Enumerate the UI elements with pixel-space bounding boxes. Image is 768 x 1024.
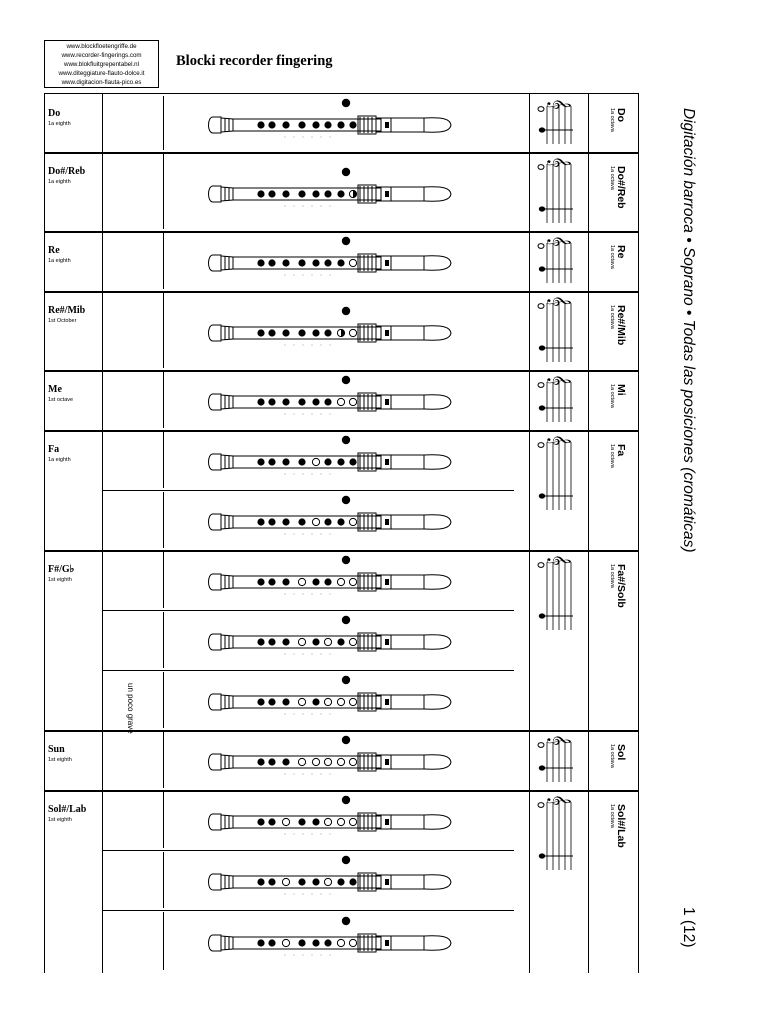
cell-divider (163, 552, 164, 608)
staff-notation (533, 156, 585, 227)
column-divider (102, 93, 103, 973)
closed-hole-icon (342, 167, 350, 175)
treble-clef-icon: 𝄞 (548, 734, 572, 746)
open-hole-icon (349, 638, 356, 645)
open-hole-icon (337, 818, 344, 825)
open-hole-icon (324, 698, 331, 705)
note-label (48, 108, 71, 127)
note-name: Re (48, 245, 60, 256)
note-name-rotated (609, 305, 627, 346)
recorder-fingering-diagram (205, 430, 455, 488)
note-name: Sun (48, 744, 65, 755)
octave-label: 1a octava (609, 305, 615, 329)
closed-hole-icon (257, 518, 264, 525)
note-name-rotated (609, 245, 627, 269)
closed-hole-icon (282, 398, 289, 405)
closed-hole-icon (342, 306, 350, 314)
closed-hole-icon (298, 939, 305, 946)
closed-hole-icon (282, 329, 289, 336)
note-label (48, 305, 85, 324)
closed-hole-icon (268, 518, 275, 525)
recorder-fingering-diagram (205, 730, 455, 788)
closed-hole-icon (349, 121, 356, 128)
note-label (48, 804, 86, 823)
staff-notation (533, 295, 585, 366)
open-hole-icon (337, 578, 344, 585)
closed-hole-icon (257, 939, 264, 946)
closed-hole-icon (298, 121, 305, 128)
octave-label: 1a octava (609, 166, 615, 190)
table-right-border (638, 93, 639, 973)
closed-hole-icon (298, 818, 305, 825)
staff-notation (533, 98, 585, 148)
closed-hole-icon (282, 190, 289, 197)
note-name: Fa#/Solb (615, 564, 627, 608)
open-hole-icon (312, 758, 319, 765)
cell-divider (163, 792, 164, 848)
closed-hole-icon (268, 878, 275, 885)
open-hole-icon (298, 638, 305, 645)
note-label (48, 444, 71, 463)
recorder-fingering-diagram (205, 162, 455, 220)
open-hole-icon (337, 698, 344, 705)
fingering-remark: un poco grave (126, 683, 135, 734)
open-hole-icon (324, 878, 331, 885)
note-name: Sol#/Lab (615, 804, 627, 848)
note-name: F#/G♭ (48, 564, 75, 575)
staff-notation (533, 434, 585, 514)
treble-clef-icon: 𝄞 (548, 434, 572, 446)
closed-hole-icon (324, 329, 331, 336)
closed-hole-icon (337, 878, 344, 885)
open-hole-icon (324, 638, 331, 645)
closed-hole-icon (324, 259, 331, 266)
note-name: Do#/Reb (615, 166, 627, 209)
closed-hole-icon (312, 121, 319, 128)
note-name: Sol#/Lab (48, 804, 87, 815)
closed-hole-icon (298, 398, 305, 405)
closed-hole-icon (282, 518, 289, 525)
closed-hole-icon (282, 758, 289, 765)
closed-hole-icon (324, 458, 331, 465)
closed-hole-icon (337, 259, 344, 266)
open-hole-icon (349, 939, 356, 946)
note-label (48, 384, 73, 403)
cell-divider (163, 154, 164, 229)
recorder-fingering-diagram (205, 370, 455, 428)
closed-hole-icon (298, 518, 305, 525)
site-link[interactable]: www.blockfloetengriffe.de (66, 43, 137, 50)
closed-hole-icon (342, 616, 350, 624)
note-name: Re#/Mib (48, 305, 86, 316)
note-row-separator (44, 152, 638, 154)
closed-hole-icon (312, 638, 319, 645)
closed-hole-icon (257, 698, 264, 705)
recorder-fingering-diagram (205, 850, 455, 908)
closed-hole-icon (268, 758, 275, 765)
closed-hole-icon (312, 818, 319, 825)
open-hole-icon (282, 818, 289, 825)
note-name: Do (48, 108, 61, 119)
note-name: Do (615, 108, 627, 122)
open-hole-icon (337, 398, 344, 405)
closed-hole-icon (298, 878, 305, 885)
table-left-border (44, 93, 45, 973)
closed-hole-icon (342, 376, 350, 384)
open-hole-icon (312, 518, 319, 525)
closed-hole-icon (337, 458, 344, 465)
closed-hole-icon (298, 190, 305, 197)
site-link[interactable]: www.recorder-fingerings.com (61, 52, 142, 59)
closed-hole-icon (312, 878, 319, 885)
closed-hole-icon (342, 556, 350, 564)
open-hole-icon (349, 698, 356, 705)
note-name: Re#/Mib (615, 305, 627, 346)
open-hole-icon (298, 758, 305, 765)
cell-divider (163, 96, 164, 150)
note-name: Sol (615, 744, 627, 761)
open-hole-icon (349, 578, 356, 585)
closed-hole-icon (257, 878, 264, 885)
site-link[interactable]: www.diteggiature-flauto-dolce.it (58, 70, 145, 77)
note-name-rotated (609, 804, 627, 848)
closed-hole-icon (324, 518, 331, 525)
octave-label: 1a octava (609, 108, 615, 132)
closed-hole-icon (298, 259, 305, 266)
closed-hole-icon (282, 698, 289, 705)
column-divider (588, 93, 589, 973)
recorder-fingering-diagram (205, 490, 455, 548)
recorder-fingering-diagram (205, 790, 455, 848)
recorder-fingering-diagram (205, 670, 455, 728)
open-hole-icon (349, 259, 356, 266)
octave-label: 1a octava (609, 444, 615, 468)
closed-hole-icon (268, 578, 275, 585)
closed-hole-icon (342, 796, 350, 804)
octave-label: 1st eighth (48, 577, 72, 583)
octave-label: 1a octava (609, 384, 615, 408)
octave-label: 1a octava (609, 245, 615, 269)
closed-hole-icon (337, 190, 344, 197)
note-name: Do#/Reb (48, 166, 86, 177)
open-hole-icon (349, 398, 356, 405)
recorder-fingering-diagram (205, 550, 455, 608)
open-hole-icon (282, 939, 289, 946)
closed-hole-icon (337, 121, 344, 128)
cell-divider (163, 492, 164, 548)
site-link[interactable]: www.blokfluitgrepentabel.nl (64, 61, 139, 68)
staff-notation (533, 554, 585, 634)
staff-notation (533, 235, 585, 287)
closed-hole-icon (342, 856, 350, 864)
octave-label: 1a octava (609, 804, 615, 828)
note-name-rotated (609, 444, 627, 468)
closed-hole-icon (342, 237, 350, 245)
cell-divider (163, 672, 164, 728)
site-link[interactable]: www.digitacion-flauta-pico.es (61, 79, 142, 86)
closed-hole-icon (268, 638, 275, 645)
note-label (48, 166, 85, 185)
closed-hole-icon (257, 818, 264, 825)
closed-hole-icon (257, 758, 264, 765)
note-label (48, 245, 71, 264)
note-name: Fa (48, 444, 60, 455)
closed-hole-icon (257, 190, 264, 197)
octave-label: 1a eighth (48, 457, 71, 463)
closed-hole-icon (268, 190, 275, 197)
closed-hole-icon (349, 458, 356, 465)
side-title: Digitación barroca • Soprano • Todas las posiciones (cromáticas) (680, 108, 697, 553)
treble-clef-icon: 𝄞 (548, 156, 572, 168)
closed-hole-icon (298, 329, 305, 336)
cell-divider (163, 293, 164, 368)
treble-clef-icon: 𝄞 (548, 374, 572, 386)
note-name: Re (615, 245, 627, 259)
open-hole-icon (349, 758, 356, 765)
note-name: Fa (615, 444, 627, 457)
note-name-rotated (609, 564, 627, 608)
open-hole-icon (298, 578, 305, 585)
octave-label: 1a octava (609, 564, 615, 588)
staff-notation (533, 734, 585, 786)
closed-hole-icon (324, 939, 331, 946)
closed-hole-icon (312, 190, 319, 197)
closed-hole-icon (268, 259, 275, 266)
closed-hole-icon (298, 458, 305, 465)
closed-hole-icon (257, 458, 264, 465)
recorder-fingering-diagram (205, 93, 455, 151)
open-hole-icon (312, 458, 319, 465)
treble-clef-icon: 𝄞 (548, 98, 572, 110)
note-label (48, 564, 74, 583)
closed-hole-icon (268, 329, 275, 336)
open-hole-icon (324, 758, 331, 765)
note-name-rotated (609, 744, 627, 768)
octave-label: 1st eighth (48, 757, 72, 763)
closed-hole-icon (257, 329, 264, 336)
closed-hole-icon (282, 578, 289, 585)
cell-divider (163, 732, 164, 788)
closed-hole-icon (268, 939, 275, 946)
staff-notation (533, 794, 585, 874)
page-number: 1 (12) (680, 907, 697, 948)
closed-hole-icon (282, 259, 289, 266)
note-row-separator (44, 291, 638, 293)
open-hole-icon (337, 758, 344, 765)
octave-label: 1st octave (48, 397, 74, 403)
closed-hole-icon (312, 329, 319, 336)
closed-hole-icon (268, 818, 275, 825)
note-name-rotated (609, 166, 627, 209)
closed-hole-icon (312, 698, 319, 705)
recorder-fingering-diagram (205, 610, 455, 668)
treble-clef-icon: 𝄞 (548, 554, 572, 566)
closed-hole-icon (312, 259, 319, 266)
closed-hole-icon (342, 736, 350, 744)
closed-hole-icon (268, 458, 275, 465)
note-label (48, 744, 72, 763)
closed-hole-icon (282, 638, 289, 645)
closed-hole-icon (268, 398, 275, 405)
closed-hole-icon (342, 436, 350, 444)
recorder-fingering-diagram (205, 231, 455, 289)
closed-hole-icon (337, 518, 344, 525)
closed-hole-icon (257, 638, 264, 645)
recorder-fingering-diagram (205, 301, 455, 359)
closed-hole-icon (324, 578, 331, 585)
cell-divider (163, 372, 164, 428)
closed-hole-icon (268, 121, 275, 128)
octave-label: 1a eighth (48, 121, 71, 127)
recorder-fingering-diagram (205, 911, 455, 969)
open-hole-icon (349, 518, 356, 525)
closed-hole-icon (257, 398, 264, 405)
closed-hole-icon (312, 398, 319, 405)
octave-label: 1a eighth (48, 179, 71, 185)
closed-hole-icon (282, 121, 289, 128)
open-hole-icon (282, 878, 289, 885)
closed-hole-icon (324, 190, 331, 197)
closed-hole-icon (257, 578, 264, 585)
note-name: Me (48, 384, 62, 395)
closed-hole-icon (324, 398, 331, 405)
cell-divider (163, 233, 164, 289)
cell-divider (163, 432, 164, 488)
open-hole-icon (324, 818, 331, 825)
cell-divider (163, 612, 164, 668)
octave-label: 1a octava (609, 744, 615, 768)
treble-clef-icon: 𝄞 (548, 235, 572, 247)
closed-hole-icon (324, 121, 331, 128)
closed-hole-icon (312, 578, 319, 585)
closed-hole-icon (342, 99, 350, 107)
closed-hole-icon (257, 121, 264, 128)
closed-hole-icon (349, 878, 356, 885)
octave-label: 1st eighth (48, 817, 72, 823)
treble-clef-icon: 𝄞 (548, 794, 572, 806)
cell-divider (163, 912, 164, 970)
note-name: Mi (615, 384, 627, 396)
closed-hole-icon (257, 259, 264, 266)
cell-divider (163, 852, 164, 908)
staff-notation (533, 374, 585, 426)
closed-hole-icon (342, 496, 350, 504)
closed-hole-icon (282, 458, 289, 465)
closed-hole-icon (342, 917, 350, 925)
closed-hole-icon (337, 638, 344, 645)
octave-label: 1a eighth (48, 258, 71, 264)
closed-hole-icon (312, 939, 319, 946)
closed-hole-icon (268, 698, 275, 705)
octave-label: 1st October (48, 318, 77, 324)
closed-hole-icon (342, 676, 350, 684)
open-hole-icon (298, 698, 305, 705)
column-divider (529, 93, 530, 973)
treble-clef-icon: 𝄞 (548, 295, 572, 307)
open-hole-icon (337, 939, 344, 946)
open-hole-icon (349, 329, 356, 336)
page-title: Blocki recorder fingering (176, 53, 333, 69)
open-hole-icon (349, 818, 356, 825)
note-name-rotated (609, 108, 627, 132)
note-name-rotated (609, 384, 627, 408)
